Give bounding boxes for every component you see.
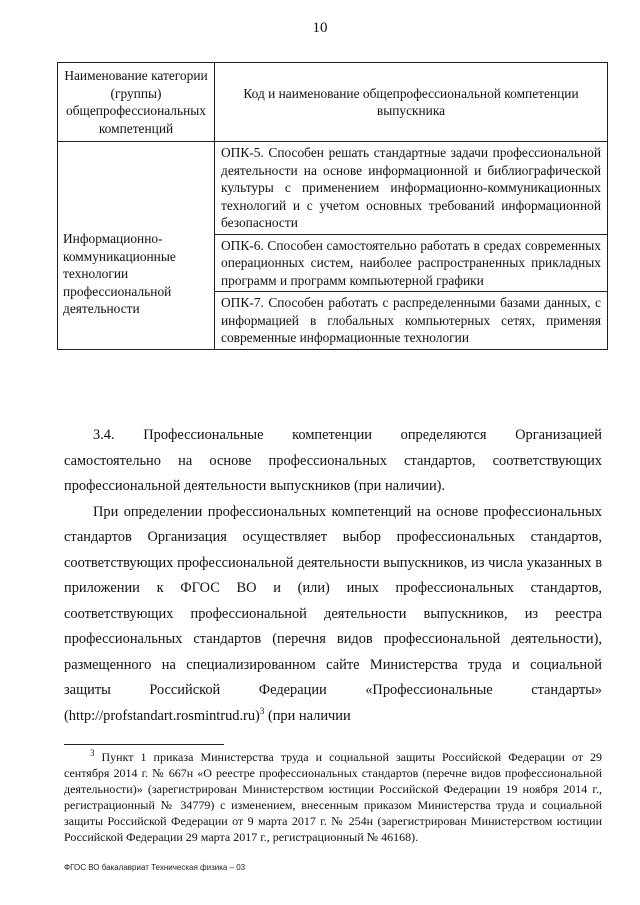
competence-opk-6: ОПК-6. Способен самостоятельно работать в средах современных операционных систем, наиболее распространенных прикладных программ и программ компьютерной графики (215, 234, 608, 292)
category-cell: Информационно-коммуникационные технологии профессиональной деятельности (58, 142, 215, 350)
footnote (64, 749, 602, 845)
header-category: Наименование категории (группы) общепрофессиональных компетенций (58, 63, 215, 142)
page-footer: ФГОС ВО бакалавриат Техническая физика – 03 (64, 863, 246, 872)
footnote-divider (64, 744, 224, 745)
paragraph-profstandards (64, 500, 602, 730)
table-row (58, 142, 608, 235)
paragraph-tail: (при наличии (264, 707, 351, 724)
body-text (64, 423, 602, 729)
footnote-mark: 3 (90, 748, 95, 758)
competence-opk-5: ОПК-5. Способен решать стандартные задачи профессиональной деятельности на основе информационной и библиографической культуры с применением информационно-коммуникационных технологий и с учетом основных требований информационной безопасности (215, 142, 608, 235)
footnote-ref: 3 (259, 705, 265, 716)
paragraph-main: При определении профессиональных компетенций на основе профессиональных стандартов Организация осуществляет выбор профессиональных стандартов, соответствующих профессиональной деятельности выпускников, из числа указанных в приложении к ФГОС ВО и (или) иных профессиональных стандартов, соответствующих профессиональной деятельности выпускников, из реестра профессиональных стандартов (перечня видов профессиональной деятельности), размещенного на специализированном сайте Министерства труда и социальной защиты Российской Федерации «Профессиональные стандарты» (http://profstandart.rosmintrud.ru) (64, 503, 602, 724)
table-header-row (58, 63, 608, 142)
page-number: 10 (312, 20, 328, 36)
paragraph-3-4: 3.4. Профессиональные компетенции определяются Организацией самостоятельно на основе профессиональных стандартов, соответствующих профессиональной деятельности выпускников (при наличии). (64, 427, 602, 494)
competence-opk-7: ОПК-7. Способен работать с распределенными базами данных, с информацией в глобальных компьютерных сетях, применяя современные информационные технологии (215, 292, 608, 350)
footnote-text: Пункт 1 приказа Министерства труда и социальной защиты Российской Федерации от 29 сентября 2014 г. № 667н «О реестре профессиональных стандартов (перечне видов профессиональной деятельности)» (зарегистрирован Министерством юстиции Российской Федерации 19 ноября 2014 г., регистрационный № 34779) с изменением, внесенным приказом Министерства труда и социальной защиты Российской Федерации от 9 марта 2017 г. № 254н (зарегистрирован Министерством юстиции Российской Федерации 29 марта 2017 г., регистрационный № 46168). (64, 750, 602, 844)
competencies-table (57, 62, 608, 350)
header-competence: Код и наименование общепрофессиональной компетенции выпускника (215, 63, 608, 142)
